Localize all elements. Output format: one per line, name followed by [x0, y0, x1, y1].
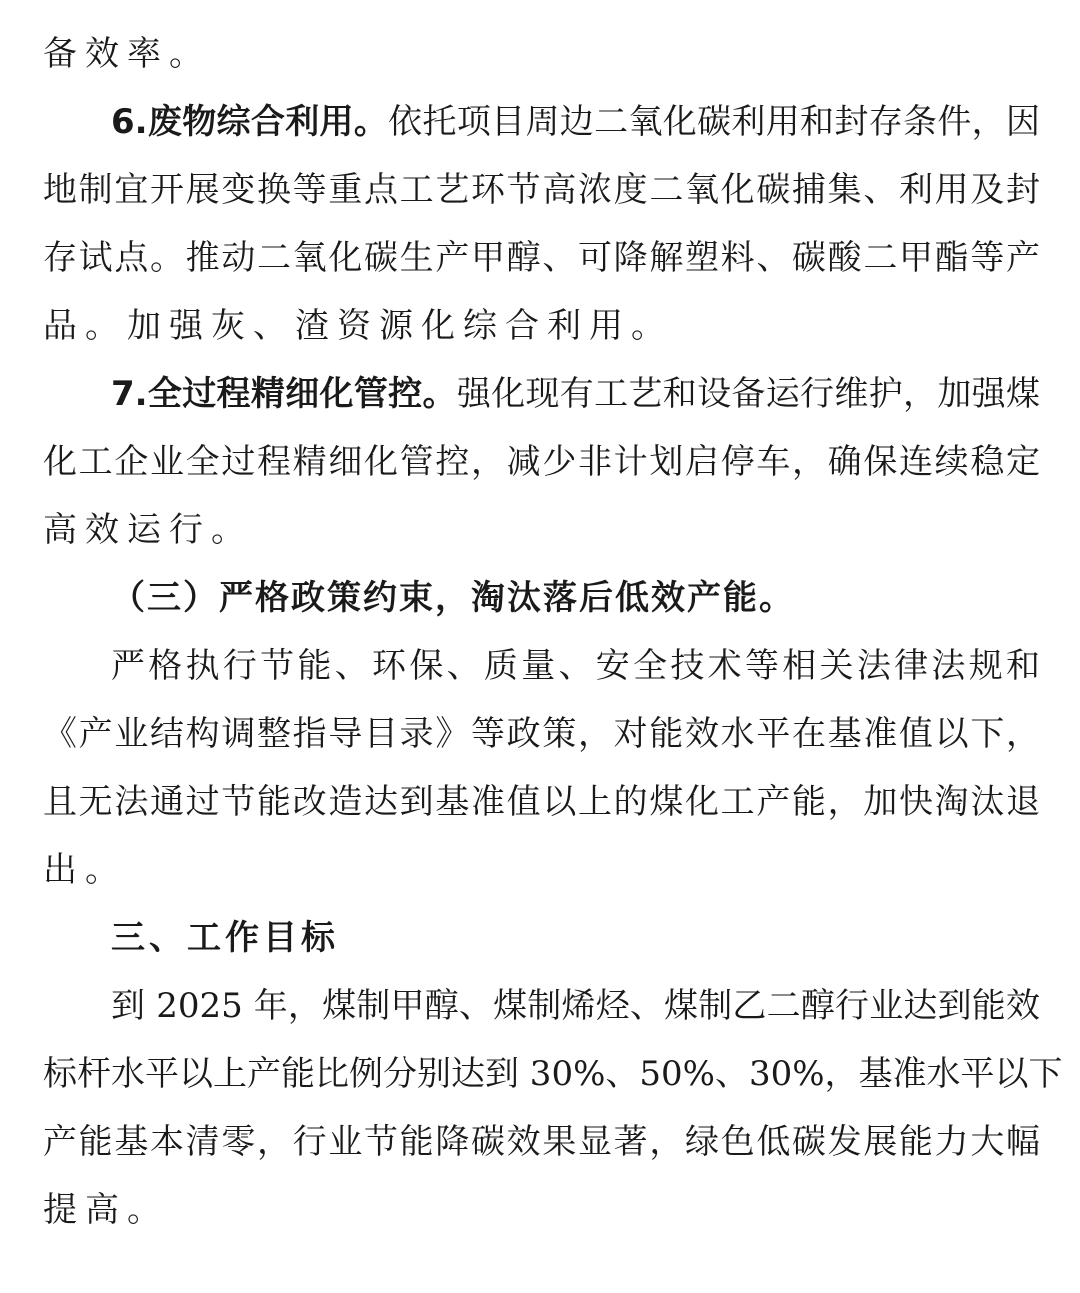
text-span: 且无法通过节能改造达到基准值以上的煤化工产能，加快淘汰退 [43, 782, 1040, 822]
section-heading-line [43, 564, 1040, 632]
text-span: 产能基本清零，行业节能降碳效果显著，绿色低碳发展能力大幅 [43, 1122, 1040, 1162]
chapter-heading-line [43, 904, 1040, 972]
paragraph-line [43, 768, 1040, 836]
paragraph-line [43, 700, 1040, 768]
paragraph-line [43, 156, 1040, 224]
text-span: 备效率。 [43, 34, 211, 74]
paragraph-line [43, 428, 1040, 496]
text-span: 到 2025 年，煤制甲醇、煤制烯烃、煤制乙二醇行业达到能效 [111, 986, 1040, 1026]
paragraph-line [43, 1108, 1040, 1176]
text-span: 高效运行。 [43, 510, 253, 550]
text-span: 化工企业全过程精细化管控，减少非计划启停车，确保连续稳定 [43, 442, 1040, 482]
paragraph-line [43, 1176, 1040, 1244]
text-span: 地制宜开展变换等重点工艺环节高浓度二氧化碳捕集、利用及封 [43, 170, 1040, 210]
text-span: 依托项目周边二氧化碳利用和封存条件，因 [388, 102, 1041, 142]
text-span: 《产业结构调整指导目录》等政策，对能效水平在基准值以下， [43, 714, 1040, 754]
paragraph-line [43, 496, 1040, 564]
section-heading: （三）严格政策约束，淘汰落后低效产能。 [111, 578, 795, 618]
paragraph-line [43, 292, 1040, 360]
item-heading: 7.全过程精细化管控。 [111, 374, 457, 414]
paragraph-heading-line [43, 88, 1040, 156]
text-span: 提高。 [43, 1190, 169, 1230]
text-span: 标杆水平以上产能比例分别达到 30%、50%、30%，基准水平以下 [43, 1054, 1063, 1094]
paragraph-line [43, 20, 1040, 88]
paragraph-line [43, 836, 1040, 904]
item-heading: 6.废物综合利用。 [111, 102, 389, 142]
text-span: 品。加强灰、渣资源化综合利用。 [43, 306, 673, 346]
paragraph-heading-line [43, 360, 1040, 428]
paragraph-line [43, 632, 1040, 700]
text-span: 存试点。推动二氧化碳生产甲醇、可降解塑料、碳酸二甲酯等产 [43, 238, 1040, 278]
paragraph-line [43, 1040, 1063, 1108]
text-span: 强化现有工艺和设备运行维护，加强煤 [456, 374, 1040, 414]
paragraph-line [43, 224, 1040, 292]
document-page [43, 20, 1063, 1244]
text-span: 严格执行节能、环保、质量、安全技术等相关法律法规和 [111, 646, 1040, 686]
paragraph-line [43, 972, 1040, 1040]
text-span: 出。 [43, 850, 127, 890]
chapter-heading: 三、工作目标 [111, 918, 339, 958]
